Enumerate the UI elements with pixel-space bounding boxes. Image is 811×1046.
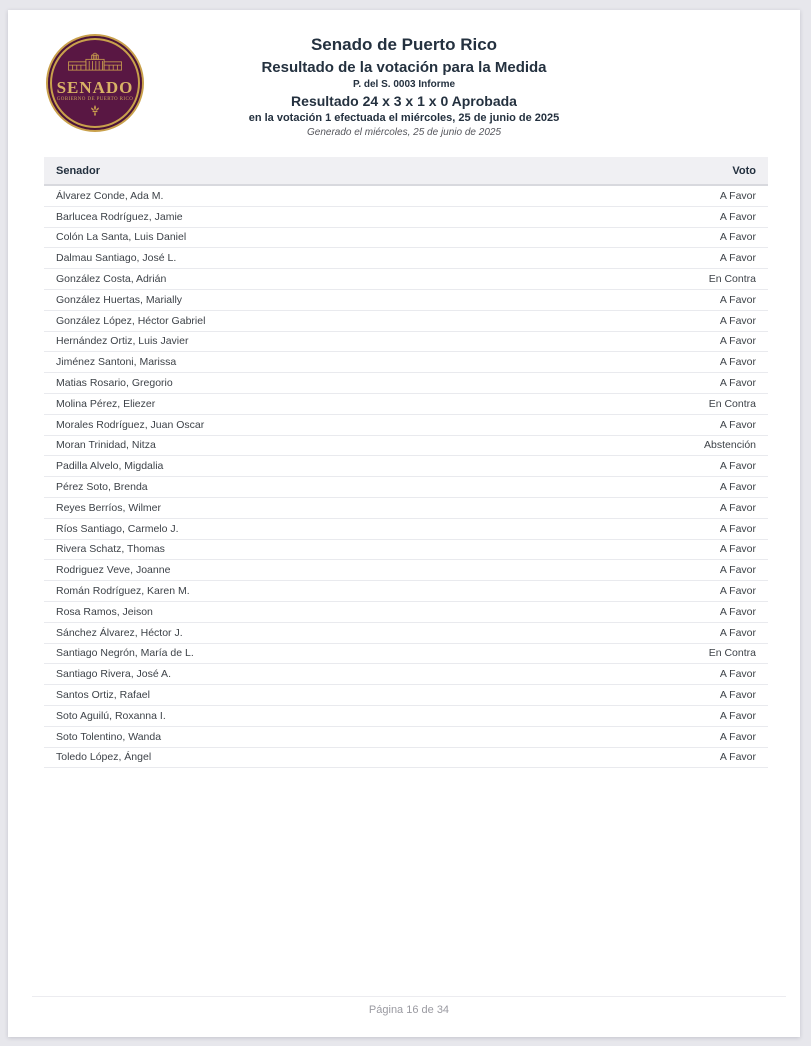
seal-title: SENADO — [56, 78, 134, 97]
table-row — [44, 602, 768, 623]
vote-value: A Favor — [719, 751, 756, 764]
senator-name: González Huertas, Marially — [56, 293, 183, 306]
table-row — [44, 415, 768, 436]
vote-value: A Favor — [719, 730, 756, 743]
senator-name: Santiago Rivera, José A. — [56, 668, 171, 681]
vote-value: A Favor — [719, 668, 756, 681]
vote-value: A Favor — [719, 543, 756, 556]
table-row — [44, 290, 768, 311]
vote-value: A Favor — [719, 418, 756, 431]
senator-name: Álvarez Conde, Ada M. — [56, 189, 164, 202]
page-number-label: Página 16 de 34 — [368, 1004, 450, 1016]
report-header — [8, 10, 800, 138]
senator-name: Padilla Alvelo, Migdalia — [56, 460, 164, 473]
table-row — [44, 394, 768, 415]
vote-value: A Favor — [719, 564, 756, 577]
table-row — [44, 456, 768, 477]
vote-value: A Favor — [719, 585, 756, 598]
vote-value: A Favor — [719, 522, 756, 535]
table-row — [44, 477, 768, 498]
vote-value: A Favor — [719, 335, 756, 348]
vote-value: A Favor — [719, 689, 756, 702]
vote-value: A Favor — [719, 501, 756, 514]
vote-value: A Favor — [719, 231, 756, 244]
senator-name: Santos Ortiz, Rafael — [56, 689, 150, 702]
vote-value: En Contra — [708, 647, 756, 660]
vote-value: A Favor — [719, 605, 756, 618]
senator-name: Matias Rosario, Gregorio — [56, 377, 173, 390]
report-subtitle: Resultado de la votación para la Medida — [261, 59, 547, 76]
senator-name: Molina Pérez, Eliezer — [56, 397, 156, 410]
vote-value: A Favor — [719, 189, 756, 202]
senator-name: Dalmau Santiago, José L. — [56, 252, 177, 265]
table-row — [44, 498, 768, 519]
senator-name: González Costa, Adrián — [56, 273, 167, 286]
senator-name: Rivera Schatz, Thomas — [56, 543, 165, 556]
vote-value: A Favor — [719, 377, 756, 390]
senator-name: Ríos Santiago, Carmelo J. — [56, 522, 179, 535]
senator-name: Soto Tolentino, Wanda — [56, 730, 162, 743]
vote-value: A Favor — [719, 210, 756, 223]
vote-value: A Favor — [719, 293, 756, 306]
vote-value: A Favor — [719, 356, 756, 369]
vote-session-info: en la votación 1 efectuada el miércoles, 25 de junio de 2025 — [248, 112, 560, 124]
table-row — [44, 748, 768, 769]
generated-timestamp: Generado el miércoles, 25 de junio de 2025 — [306, 127, 502, 138]
vote-value: A Favor — [719, 252, 756, 265]
vote-value: A Favor — [719, 626, 756, 639]
senator-name: Morales Rodríguez, Juan Oscar — [56, 418, 205, 431]
table-row — [44, 248, 768, 269]
document-page — [8, 10, 800, 1037]
vote-value: En Contra — [708, 397, 756, 410]
vote-value: Abstención — [704, 439, 756, 452]
table-body — [44, 186, 768, 768]
senator-name: González López, Héctor Gabriel — [56, 314, 206, 327]
senator-name: Hernández Ortiz, Luis Javier — [56, 335, 189, 348]
senator-name: Rosa Ramos, Jeison — [56, 605, 153, 618]
senator-name: Toledo López, Ángel — [56, 751, 152, 764]
table-row — [44, 540, 768, 561]
vote-value: A Favor — [719, 481, 756, 494]
table-row — [44, 664, 768, 685]
vote-value: A Favor — [719, 314, 756, 327]
result-summary: Resultado 24 x 3 x 1 x 0 Aprobada — [291, 93, 517, 109]
vote-value: En Contra — [708, 273, 756, 286]
table-row — [44, 352, 768, 373]
table-row — [44, 706, 768, 727]
table-row — [44, 228, 768, 249]
table-row — [44, 519, 768, 540]
column-header-voto: Voto — [732, 164, 756, 177]
senator-name: Moran Trinidad, Nitza — [56, 439, 156, 452]
table-row — [44, 207, 768, 228]
senator-name: Reyes Berríos, Wilmer — [56, 501, 162, 514]
table-row — [44, 373, 768, 394]
table-row — [44, 186, 768, 207]
senator-name: Jiménez Santoni, Marissa — [56, 356, 177, 369]
senator-name: Barlucea Rodríguez, Jamie — [56, 210, 183, 223]
votes-table — [44, 157, 768, 768]
table-row — [44, 644, 768, 665]
table-row — [44, 311, 768, 332]
senator-name: Colón La Santa, Luis Daniel — [56, 231, 187, 244]
table-row — [44, 727, 768, 748]
table-row — [44, 581, 768, 602]
page-footer — [32, 996, 786, 1016]
vote-value: A Favor — [719, 709, 756, 722]
table-row — [44, 685, 768, 706]
senator-name: Santiago Negrón, María de L. — [56, 647, 194, 660]
senator-name: Pérez Soto, Brenda — [56, 481, 148, 494]
senator-name: Román Rodríguez, Karen M. — [56, 585, 190, 598]
table-row — [44, 436, 768, 457]
senator-name: Rodriguez Veve, Joanne — [56, 564, 171, 577]
senator-name: Sánchez Álvarez, Héctor J. — [56, 626, 183, 639]
table-header-row — [44, 157, 768, 186]
table-row — [44, 623, 768, 644]
page-title: Senado de Puerto Rico — [310, 35, 498, 54]
senator-name: Soto Aguilú, Roxanna I. — [56, 709, 166, 722]
table-row — [44, 269, 768, 290]
table-row — [44, 332, 768, 353]
measure-label: P. del S. 0003 Informe — [352, 79, 456, 90]
table-row — [44, 560, 768, 581]
column-header-senador: Senador — [56, 164, 101, 177]
vote-value: A Favor — [719, 460, 756, 473]
seal-subtitle: GOBIERNO DE PUERTO RICO — [56, 97, 134, 102]
